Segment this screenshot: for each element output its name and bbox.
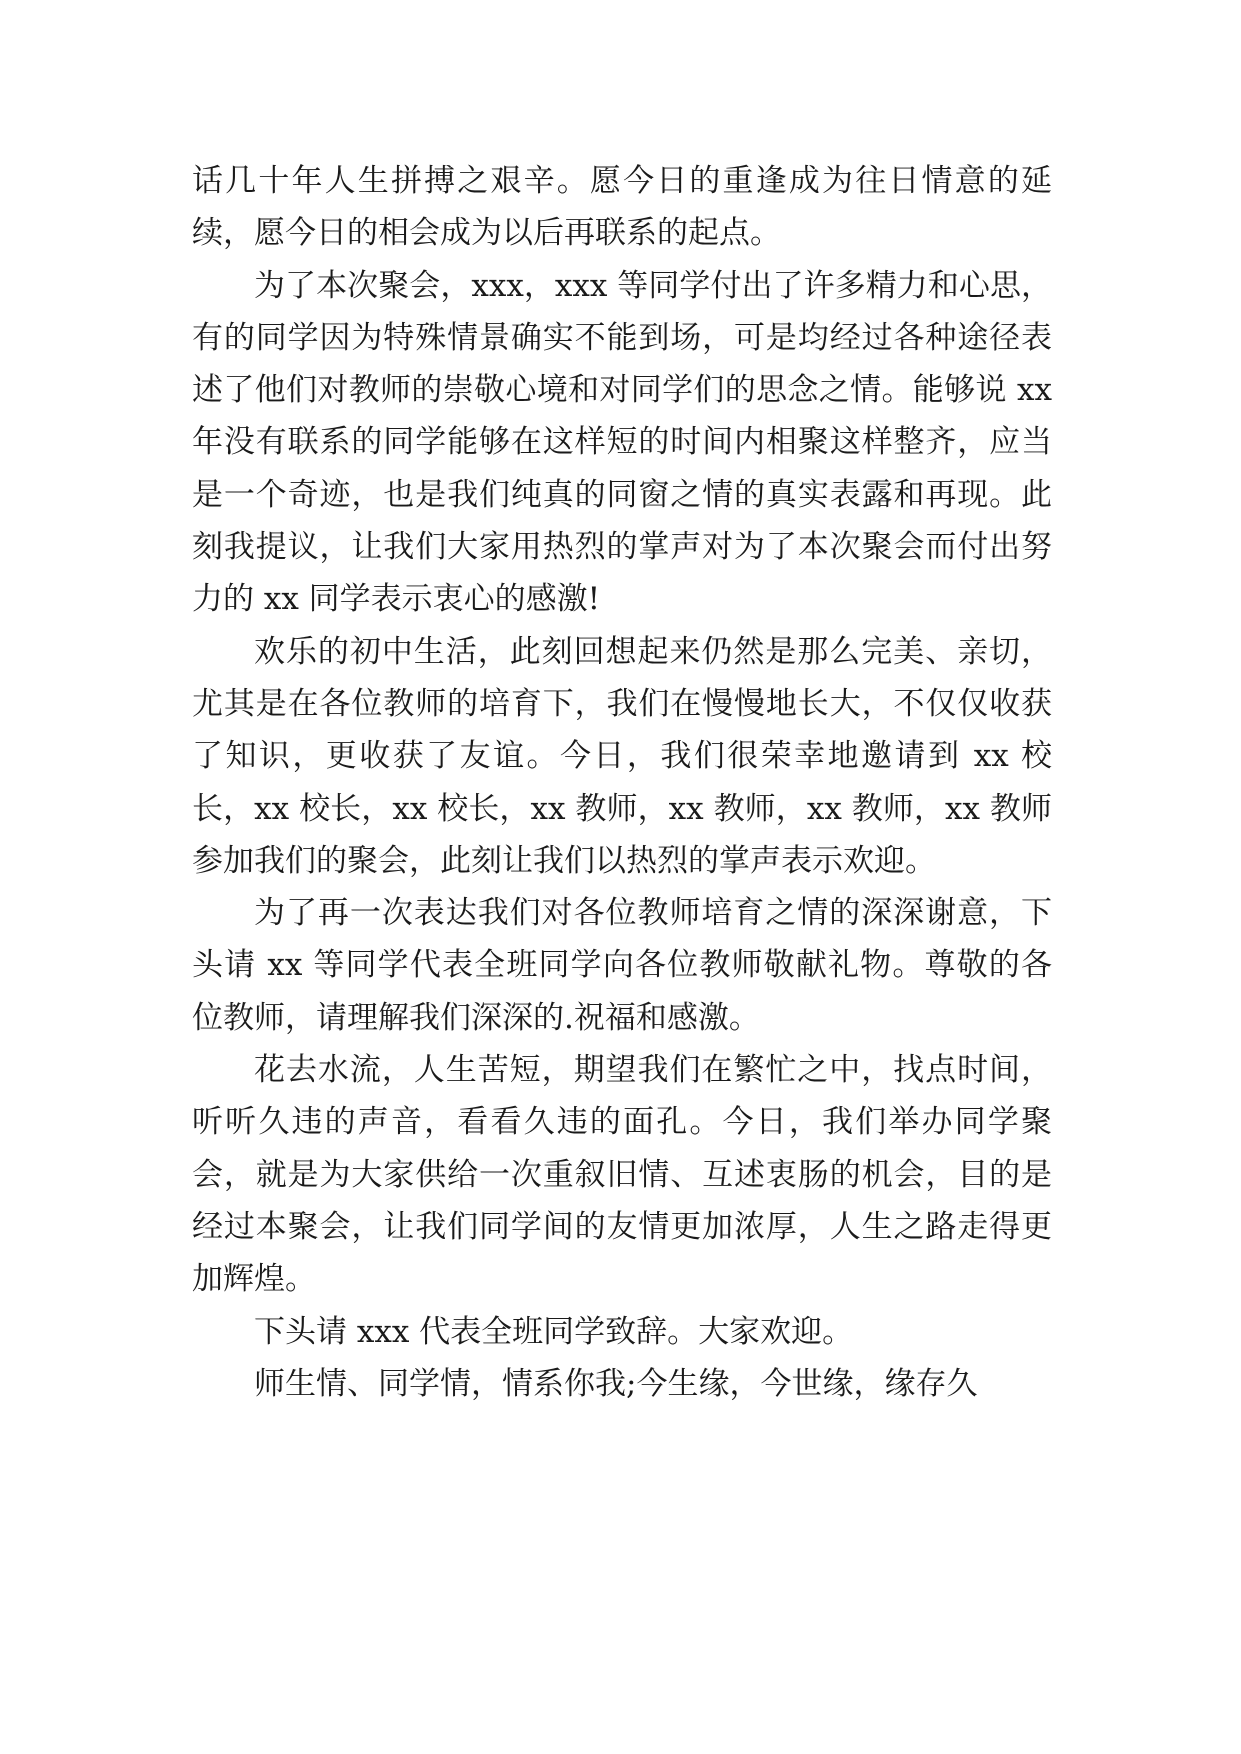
paragraph-3: 欢乐的初中生活，此刻回想起来仍然是那么完美、亲切，尤其是在各位教师的培育下，我们在慢慢地长大，不仅仅收获了知识，更收获了友谊。今日，我们很荣幸地邀请到 xx 校长，xx 校长，xx 校长，xx 教师，xx 教师，xx 教师，xx 教师参加我们的聚会，此刻让我们以热烈的掌声表示欢迎。 [192, 633, 1052, 879]
paragraph-7: 师生情、同学情，情系你我;今生缘，今世缘，缘存久 [254, 1365, 978, 1402]
paragraph-4: 为了再一次表达我们对各位教师培育之情的深深谢意，下头请 xx 等同学代表全班同学向各位教师敬献礼物。尊敬的各位教师，请理解我们深深的.祝福和感激。 [192, 895, 1052, 1036]
paragraph-5: 花去水流，人生苦短，期望我们在繁忙之中，找点时间，听听久违的声音，看看久违的面孔。今日，我们举办同学聚会，就是为大家供给一次重叙旧情、互述衷肠的机会，目的是经过本聚会，让我们同学间的友情更加浓厚，人生之路走得更加辉煌。 [192, 1052, 1052, 1298]
paragraph-6: 下头请 xxx 代表全班同学致辞。大家欢迎。 [254, 1313, 854, 1350]
paragraph-1-continued: 话几十年人生拼搏之艰辛。愿今日的重逢成为往日情意的延续，愿今日的相会成为以后再联系的起点。 [192, 163, 1052, 252]
paragraph-2: 为了本次聚会，xxx，xxx 等同学付出了许多精力和心思，有的同学因为特殊情景确实不能到场，可是均经过各种途径表述了他们对教师的崇敬心境和对同学们的思念之情。能够说 xx 年没有联系的同学能够在这样短的时间内相聚这样整齐，应当是一个奇迹，也是我们纯真的同窗之情的真实表露和再现。此刻我提议，让我们大家用热烈的掌声对为了本次聚会而付出努力的 xx 同学表示衷心的感激! [192, 267, 1052, 618]
document-page [192, 155, 1052, 1410]
